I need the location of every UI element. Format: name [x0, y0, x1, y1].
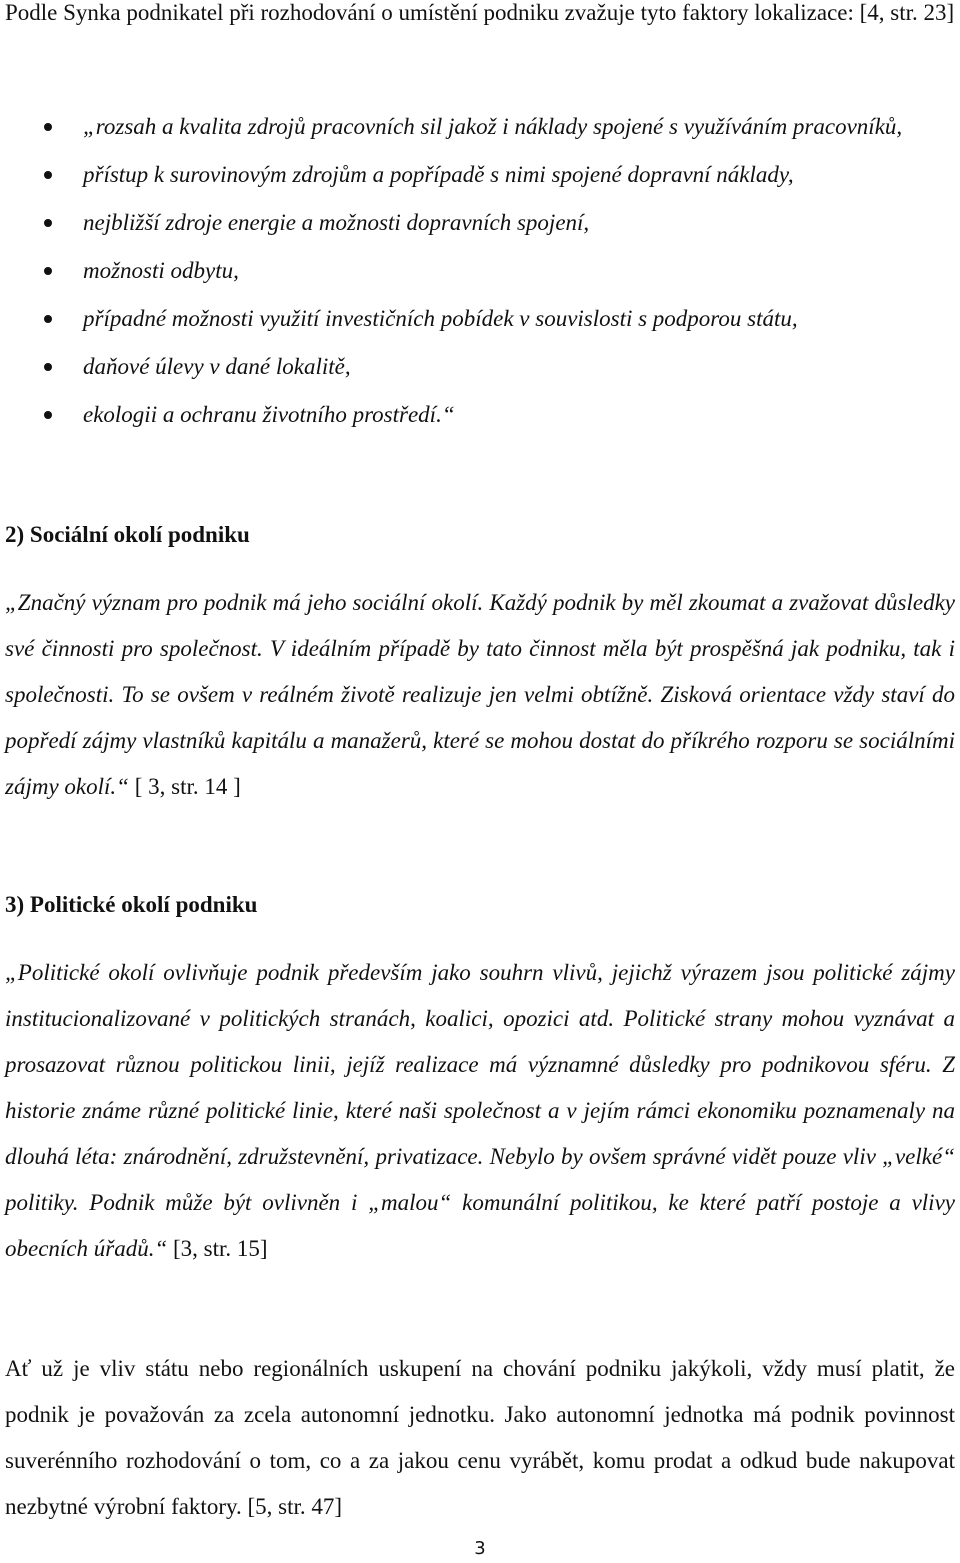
list-item-text: ekologii a ochranu životního prostředí.“ — [83, 402, 455, 427]
intro-paragraph: Podle Synka podnikatel při rozhodování o umístění podniku zvažuje tyto faktory lokalizace: [4, str. 23] — [5, 0, 955, 25]
list-item-text: nejbližší zdroje energie a možnosti dopravních spojení, — [83, 210, 590, 235]
bullet-icon — [44, 219, 52, 227]
bullet-icon — [44, 171, 52, 179]
list-item-text: daňové úlevy v dané lokalitě, — [83, 354, 351, 379]
list-item — [5, 152, 955, 198]
list-item-text: případné možnosti využití investičních pobídek v souvislosti s podporou státu, — [83, 306, 798, 331]
section-heading-social: 2) Sociální okolí podniku — [5, 522, 250, 547]
politic-quote: „Politické okolí ovlivňuje podnik především jako souhrn vlivů, jejichž výrazem jsou politické zájmy institucionalizované v politických stranách, koalici, opozici atd. Politické strany mohou vyznávat a prosazovat různou politickou linii, jejíž realizace má významné důsledky pro podnikovou sféru. Z historie známe různé politické linie, které naši společnost a v jejím rámci ekonomiku poznamenaly na dlouhá léta: znárodnění, združstevnění, privatizace. Nebylo by ovšem správné vidět pouze vliv „velké“ politiky. Podnik může být ovlivněn i „malou“ komunální politikou, ke které patří postoje a vlivy obecních úřadů.“ — [5, 960, 955, 1261]
location-factors-list — [5, 104, 955, 440]
list-item-text: „rozsah a kvalita zdrojů pracovních sil jakož i náklady spojené s využíváním pracovníků, — [83, 114, 903, 139]
closing-paragraph: Ať už je vliv státu nebo regionálních uskupení na chování podniku jakýkoli, vždy musí platit, že podnik je považován za zcela autonomní jednotku. Jako autonomní jednotka má podnik povinnost suverénního rozhodování o tom, co a za jakou cenu vyrábět, komu prodat a odkud bude nakupovat nezbytné výrobní faktory. [5, str. 47] — [5, 1356, 955, 1519]
social-quote: „Značný význam pro podnik má jeho sociální okolí. Každý podnik by měl zkoumat a zvažovat důsledky své činnosti pro společnost. V ideálním případě by tato činnost měla být prospěšná jak podniku, tak i společnosti. To se ovšem v reálném životě realizuje jen velmi obtížně. Zisková orientace vždy staví do popředí zájmy vlastníků kapitálu a manažerů, které se mohou dostat do příkrého rozporu se sociálními zájmy okolí.“ — [5, 590, 955, 799]
social-paragraph — [5, 580, 955, 810]
list-item — [5, 248, 955, 294]
list-item-text: možnosti odbytu, — [83, 258, 239, 283]
bullet-icon — [44, 411, 52, 419]
page-number: 3 — [474, 1538, 486, 1559]
list-item — [5, 200, 955, 246]
list-item — [5, 104, 955, 150]
list-item — [5, 296, 955, 342]
politic-citation: [3, str. 15] — [167, 1236, 268, 1261]
section-heading-politic: 3) Politické okolí podniku — [5, 892, 258, 917]
list-item-text: přístup k surovinovým zdrojům a popřípadě s nimi spojené dopravní náklady, — [83, 162, 794, 187]
social-citation: [ 3, str. 14 ] — [128, 774, 241, 799]
bullet-icon — [44, 363, 52, 371]
bullet-icon — [44, 267, 52, 275]
politic-paragraph — [5, 950, 955, 1272]
list-item — [5, 344, 955, 390]
list-item — [5, 392, 955, 438]
bullet-icon — [44, 123, 52, 131]
bullet-icon — [44, 315, 52, 323]
